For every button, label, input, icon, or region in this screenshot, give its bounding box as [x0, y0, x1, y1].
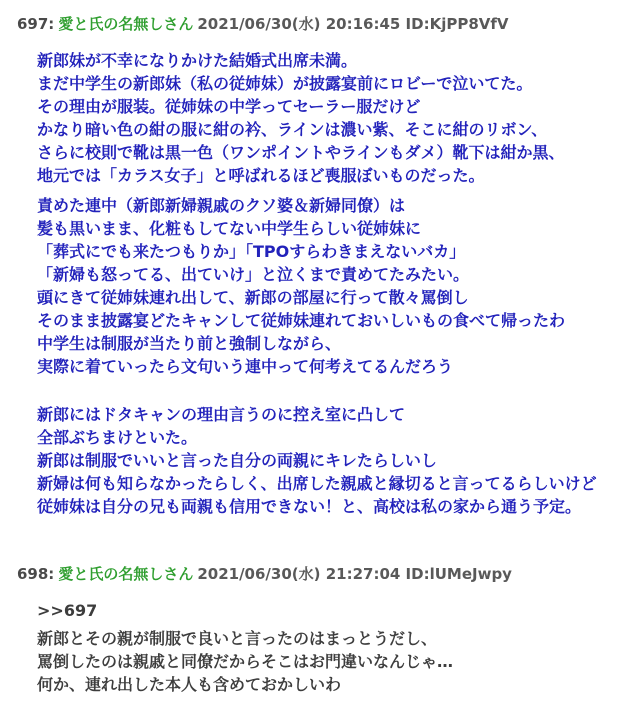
post-line: 髪も黒いまま、化粧もしてない中学生らしい従姉妹に [37, 219, 422, 238]
paragraph [37, 49, 621, 187]
post-line: 頭にきて従姉妹連れ出して、新郎の部屋に行って散々罵倒し [37, 288, 469, 307]
post-line: その理由が服装。従姉妹の中学ってセーラー服だけど [37, 97, 421, 116]
post-line: 罵倒したのは親戚と同僚だからそこはお門違いなんじゃ… [37, 652, 454, 671]
post-line: 新郎とその親が制服で良いと言ったのはまっとうだし、 [37, 629, 438, 648]
post-line: 中学生は制服が当たり前と強制しながら、 [37, 334, 342, 353]
post-line: 「葬式にでも来たつもりか」「TPOすらわきまえないバカ」 [37, 242, 466, 261]
post [0, 564, 621, 696]
post-line: 実際に着ていったら文句いう連中って何考えてるんだろう [37, 357, 454, 376]
post-header [17, 564, 621, 585]
post-header [17, 14, 621, 35]
post-line: 新婦は何も知らなかったらしく、出席した親戚と縁切ると言ってるらしいけど [37, 474, 597, 493]
poster-name: 愛と氏の名無しさん [58, 565, 194, 583]
reply-anchor-link[interactable]: >>697 [37, 601, 98, 620]
post-body [37, 599, 621, 696]
post-line: さらに校則で靴は黒一色（ワンポイントやラインもダメ）靴下は紺か黒、 [37, 143, 565, 162]
post-line: かなり暗い色の紺の服に紺の衿、ラインは濃い紫、そこに紺のリボン、 [37, 120, 548, 139]
post-number: 697: [17, 15, 55, 33]
post-line: 新郎妹が不幸になりかけた結婚式出席未満。 [37, 51, 358, 70]
post-line: まだ中学生の新郎妹（私の従姉妹）が披露宴前にロビーで泣いてた。 [37, 74, 533, 93]
post-line: そのまま披露宴どたキャンして従姉妹連れておいしいもの食べて帰ったわ [37, 311, 566, 330]
post-line: 新郎は制服でいいと言った自分の両親にキレたらしいし [37, 451, 437, 470]
post-body [37, 49, 621, 518]
post-line: 地元では「カラス女子」と呼ばれるほど喪服ぼいものだった。 [37, 166, 485, 185]
anchor-line [37, 599, 621, 622]
post-line: 従姉妹は自分の兄も両親も信用できない！と、高校は私の家から通う予定。 [37, 497, 582, 516]
post-line: 新郎にはドタキャンの理由言うのに控え室に凸して [37, 405, 406, 424]
post [0, 14, 621, 518]
post-number: 698: [17, 565, 55, 583]
post-line: 責めた連中（新郎新婦親戚のクソ婆＆新婦同僚）は [37, 196, 406, 215]
post-datetime-id: 2021/06/30(水) 21:27:04 ID:lUMeJwpy [197, 565, 512, 583]
poster-name: 愛と氏の名無しさん [58, 15, 194, 33]
post-line: 全部ぶちまけといた。 [37, 428, 198, 447]
paragraph [37, 627, 621, 696]
post-line: 「新婦も怒ってる、出ていけ」と泣くまで責めてたみたい。 [37, 265, 470, 284]
post-line: 何か、連れ出した本人も含めておかしいわ [37, 675, 342, 694]
paragraph [37, 403, 621, 518]
paragraph [37, 194, 621, 378]
post-datetime-id: 2021/06/30(水) 20:16:45 ID:KjPP8VfV [197, 15, 509, 33]
